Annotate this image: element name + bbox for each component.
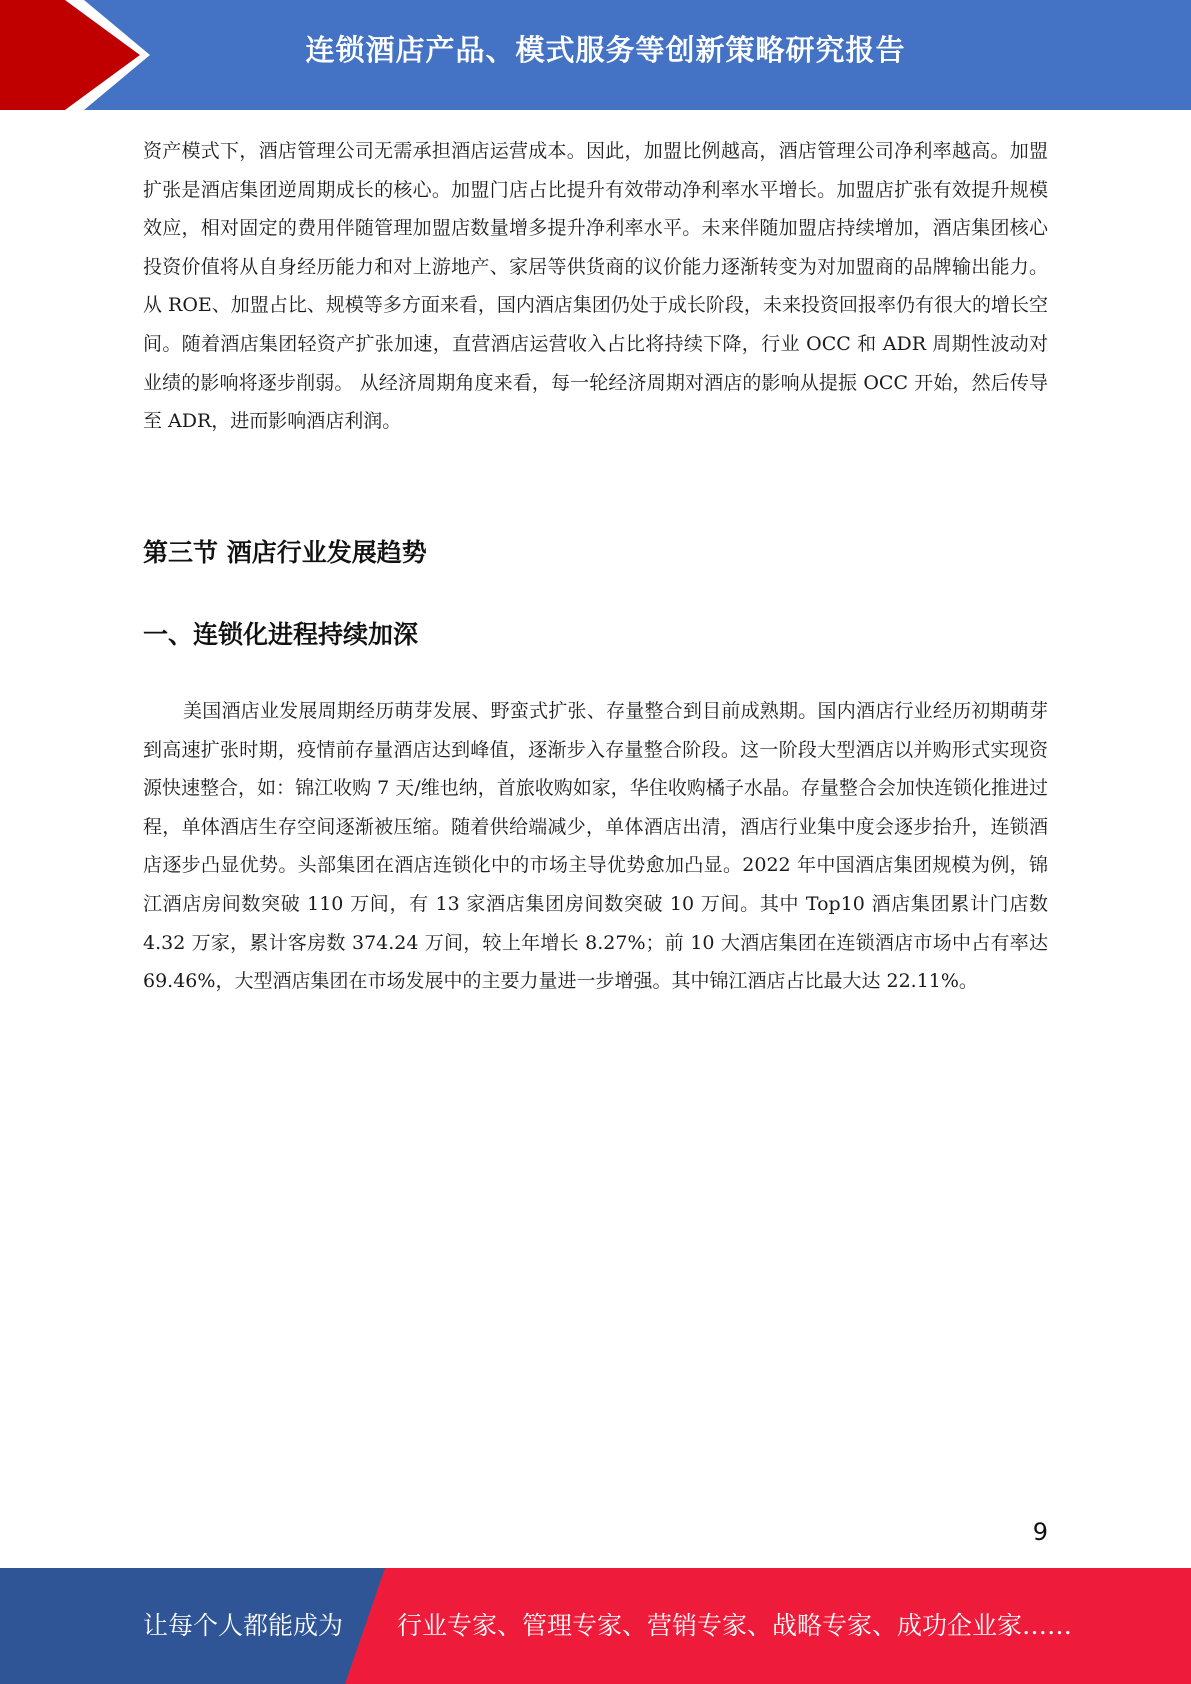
body-section-2: [143, 692, 1048, 1001]
body-paragraph-1: 资产模式下，酒店管理公司无需承担酒店运营成本。因此，加盟比例越高，酒店管理公司净利率越高。加盟扩张是酒店集团逆周期成长的核心。加盟门店占比提升有效带动净利率水平增长。加盟店扩张有效提升规模效应，相对固定的费用伴随管理加盟店数量增多提升净利率水平。未来伴随加盟店持续增加，酒店集团核心投资价值将从自身经历能力和对上游地产、家居等供货商的议价能力逐渐转变为对加盟商的品牌输出能力。 从 ROE、加盟占比、规模等多方面来看，国内酒店集团仍处于成长阶段，未来投资回报率仍有很大的增长空间。随着酒店集团轻资产扩张加速，直营酒店运营收入占比将持续下降，行业 OCC 和 ADR 周期性波动对业绩的影响将逐步削弱。 从经济周期角度来看，每一轮经济周期对酒店的影响从提振 OCC 开始，然后传导至 ADR，进而影响酒店利润。: [143, 140, 1048, 433]
footer-slogan-right: 行业专家、管理专家、营销专家、战略专家、成功企业家……: [397, 1611, 1073, 1640]
page-footer: [0, 1568, 1191, 1684]
body-paragraph-2: 美国酒店业发展周期经历萌芽发展、野蛮式扩张、存量整合到目前成熟期。国内酒店行业经历初期萌芽到高速扩张时期，疫情前存量酒店达到峰值，逐渐步入存量整合阶段。这一阶段大型酒店以并购形式实现资源快速整合，如：锦江收购 7 天/维也纳，首旅收购如家，华住收购橘子水晶。存量整合会加快连锁化推进过程，单体酒店生存空间逐渐被压缩。随着供给端减少，单体酒店出清，酒店行业集中度会逐步抬升，连锁酒店逐步凸显优势。头部集团在酒店连锁化中的市场主导优势愈加凸显。2022 年中国酒店集团规模为例，锦江酒店房间数突破 110 万间，有 13 家酒店集团房间数突破 10 万间。其中 Top10 酒店集团累计门店数 4.32 万家，累计客房数 374.24 万间，较上年增长 8.27%；前 10 大酒店集团在连锁酒店市场中占有率达 69.46%，大型酒店集团在市场发展中的主要力量进一步增强。其中锦江酒店占比最大达 22.11%。: [143, 700, 1048, 993]
subsection-heading: 一、连锁化进程持续加深: [143, 620, 419, 649]
body-section-1: [143, 132, 1048, 441]
footer-slogan-left: 让每个人都能成为: [143, 1611, 344, 1640]
section-heading: 第三节 酒店行业发展趋势: [143, 538, 427, 567]
page-header: [0, 0, 1191, 110]
report-title: 连锁酒店产品、模式服务等创新策略研究报告: [305, 33, 906, 67]
page-number: 9: [1032, 1518, 1048, 1546]
